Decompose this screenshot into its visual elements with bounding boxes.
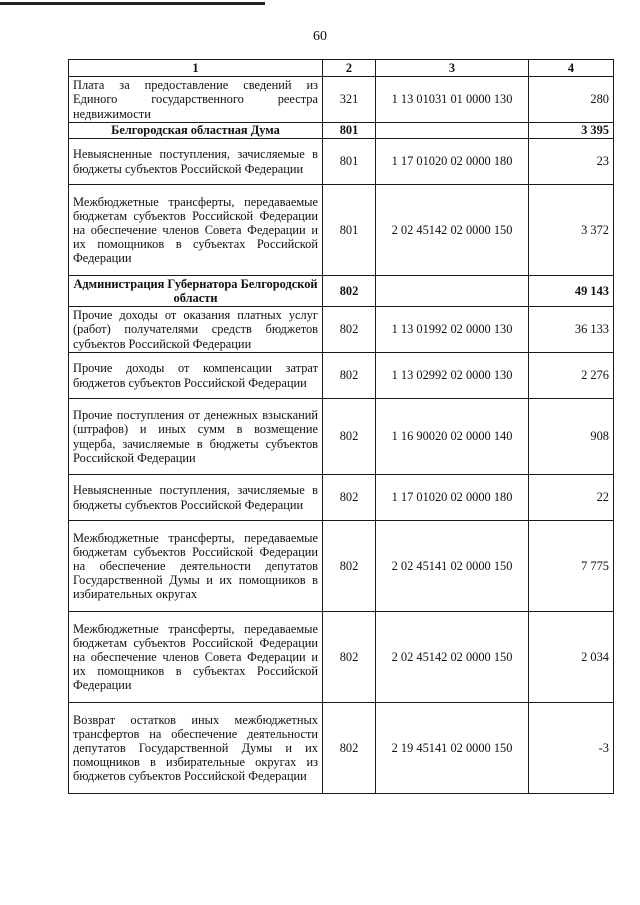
row-code-cell: 801 <box>323 123 376 139</box>
row-name-cell: Администрация Губернатора Белгородской области <box>69 276 323 307</box>
table-row <box>69 612 614 703</box>
row-kbk-cell: 2 02 45142 02 0000 150 <box>376 185 529 276</box>
row-kbk-cell: 1 13 02992 02 0000 130 <box>376 353 529 399</box>
row-name-cell: Межбюджетные трансферты, передаваемые бюджетам субъектов Российской Федерации на обеспечение деятельности депутатов Государственной Думы и их помощников в избирательных округах <box>69 521 323 612</box>
table-row <box>69 475 614 521</box>
table-row <box>69 77 614 123</box>
row-amount-cell: 23 <box>529 139 614 185</box>
group-row <box>69 276 614 307</box>
row-name-cell: Невыясненные поступления, зачисляемые в бюджеты субъектов Российской Федерации <box>69 139 323 185</box>
row-amount-cell: 22 <box>529 475 614 521</box>
row-code-cell: 801 <box>323 139 376 185</box>
row-amount-cell: 3 372 <box>529 185 614 276</box>
row-code-cell: 802 <box>323 521 376 612</box>
header-col-2: 2 <box>323 60 376 77</box>
row-amount-cell: 2 034 <box>529 612 614 703</box>
row-code-cell: 802 <box>323 612 376 703</box>
row-code-cell: 802 <box>323 353 376 399</box>
row-kbk-cell: 1 17 01020 02 0000 180 <box>376 475 529 521</box>
header-col-3: 3 <box>376 60 529 77</box>
row-code-cell: 802 <box>323 703 376 794</box>
table-row <box>69 139 614 185</box>
row-code-cell: 802 <box>323 475 376 521</box>
row-kbk-cell: 1 13 01992 02 0000 130 <box>376 307 529 353</box>
table-row <box>69 307 614 353</box>
row-amount-cell: -3 <box>529 703 614 794</box>
row-amount-cell: 49 143 <box>529 276 614 307</box>
row-name-cell: Межбюджетные трансферты, передаваемые бюджетам субъектов Российской Федерации на обеспечение членов Совета Федерации и их помощников в субъектах Российской Федерации <box>69 185 323 276</box>
row-kbk-cell <box>376 276 529 307</box>
row-amount-cell: 36 133 <box>529 307 614 353</box>
row-kbk-cell: 1 16 90020 02 0000 140 <box>376 399 529 475</box>
budget-revenue-table <box>68 59 614 794</box>
row-kbk-cell <box>376 123 529 139</box>
row-amount-cell: 908 <box>529 399 614 475</box>
row-name-cell: Плата за предоставление сведений из Единого государственного реестра недвижимости <box>69 77 323 123</box>
row-code-cell: 802 <box>323 307 376 353</box>
row-kbk-cell: 2 02 45142 02 0000 150 <box>376 612 529 703</box>
table-row <box>69 185 614 276</box>
row-code-cell: 802 <box>323 276 376 307</box>
table-body <box>69 77 614 794</box>
row-name-cell: Белгородская областная Дума <box>69 123 323 139</box>
row-code-cell: 802 <box>323 399 376 475</box>
row-amount-cell: 2 276 <box>529 353 614 399</box>
row-kbk-cell: 2 19 45141 02 0000 150 <box>376 703 529 794</box>
header-col-4: 4 <box>529 60 614 77</box>
table-row <box>69 399 614 475</box>
table-row <box>69 703 614 794</box>
row-amount-cell: 7 775 <box>529 521 614 612</box>
row-kbk-cell: 1 17 01020 02 0000 180 <box>376 139 529 185</box>
page-number: 60 <box>313 29 327 44</box>
table-row <box>69 521 614 612</box>
row-kbk-cell: 2 02 45141 02 0000 150 <box>376 521 529 612</box>
row-name-cell: Прочие доходы от компенсации затрат бюджетов субъектов Российской Федерации <box>69 353 323 399</box>
row-amount-cell: 280 <box>529 77 614 123</box>
row-code-cell: 801 <box>323 185 376 276</box>
row-amount-cell: 3 395 <box>529 123 614 139</box>
row-name-cell: Возврат остатков иных межбюджетных трансфертов на обеспечение деятельности депутатов Государственной Думы и их помощников в избирательные округах из бюджетов субъектов Российской Федерации <box>69 703 323 794</box>
table-row <box>69 353 614 399</box>
row-code-cell: 321 <box>323 77 376 123</box>
row-name-cell: Невыясненные поступления, зачисляемые в бюджеты субъектов Российской Федерации <box>69 475 323 521</box>
row-name-cell: Межбюджетные трансферты, передаваемые бюджетам субъектов Российской Федерации на обеспечение членов Совета Федерации и их помощников в субъектах Российской Федерации <box>69 612 323 703</box>
row-name-cell: Прочие доходы от оказания платных услуг (работ) получателями средств бюджетов субъектов Российской Федерации <box>69 307 323 353</box>
top-rule <box>0 2 265 5</box>
table-header-row <box>69 60 614 77</box>
row-kbk-cell: 1 13 01031 01 0000 130 <box>376 77 529 123</box>
header-col-1: 1 <box>69 60 323 77</box>
row-name-cell: Прочие поступления от денежных взысканий (штрафов) и иных сумм в возмещение ущерба, зачисляемые в бюджеты субъектов Российской Федерации <box>69 399 323 475</box>
group-row <box>69 123 614 139</box>
